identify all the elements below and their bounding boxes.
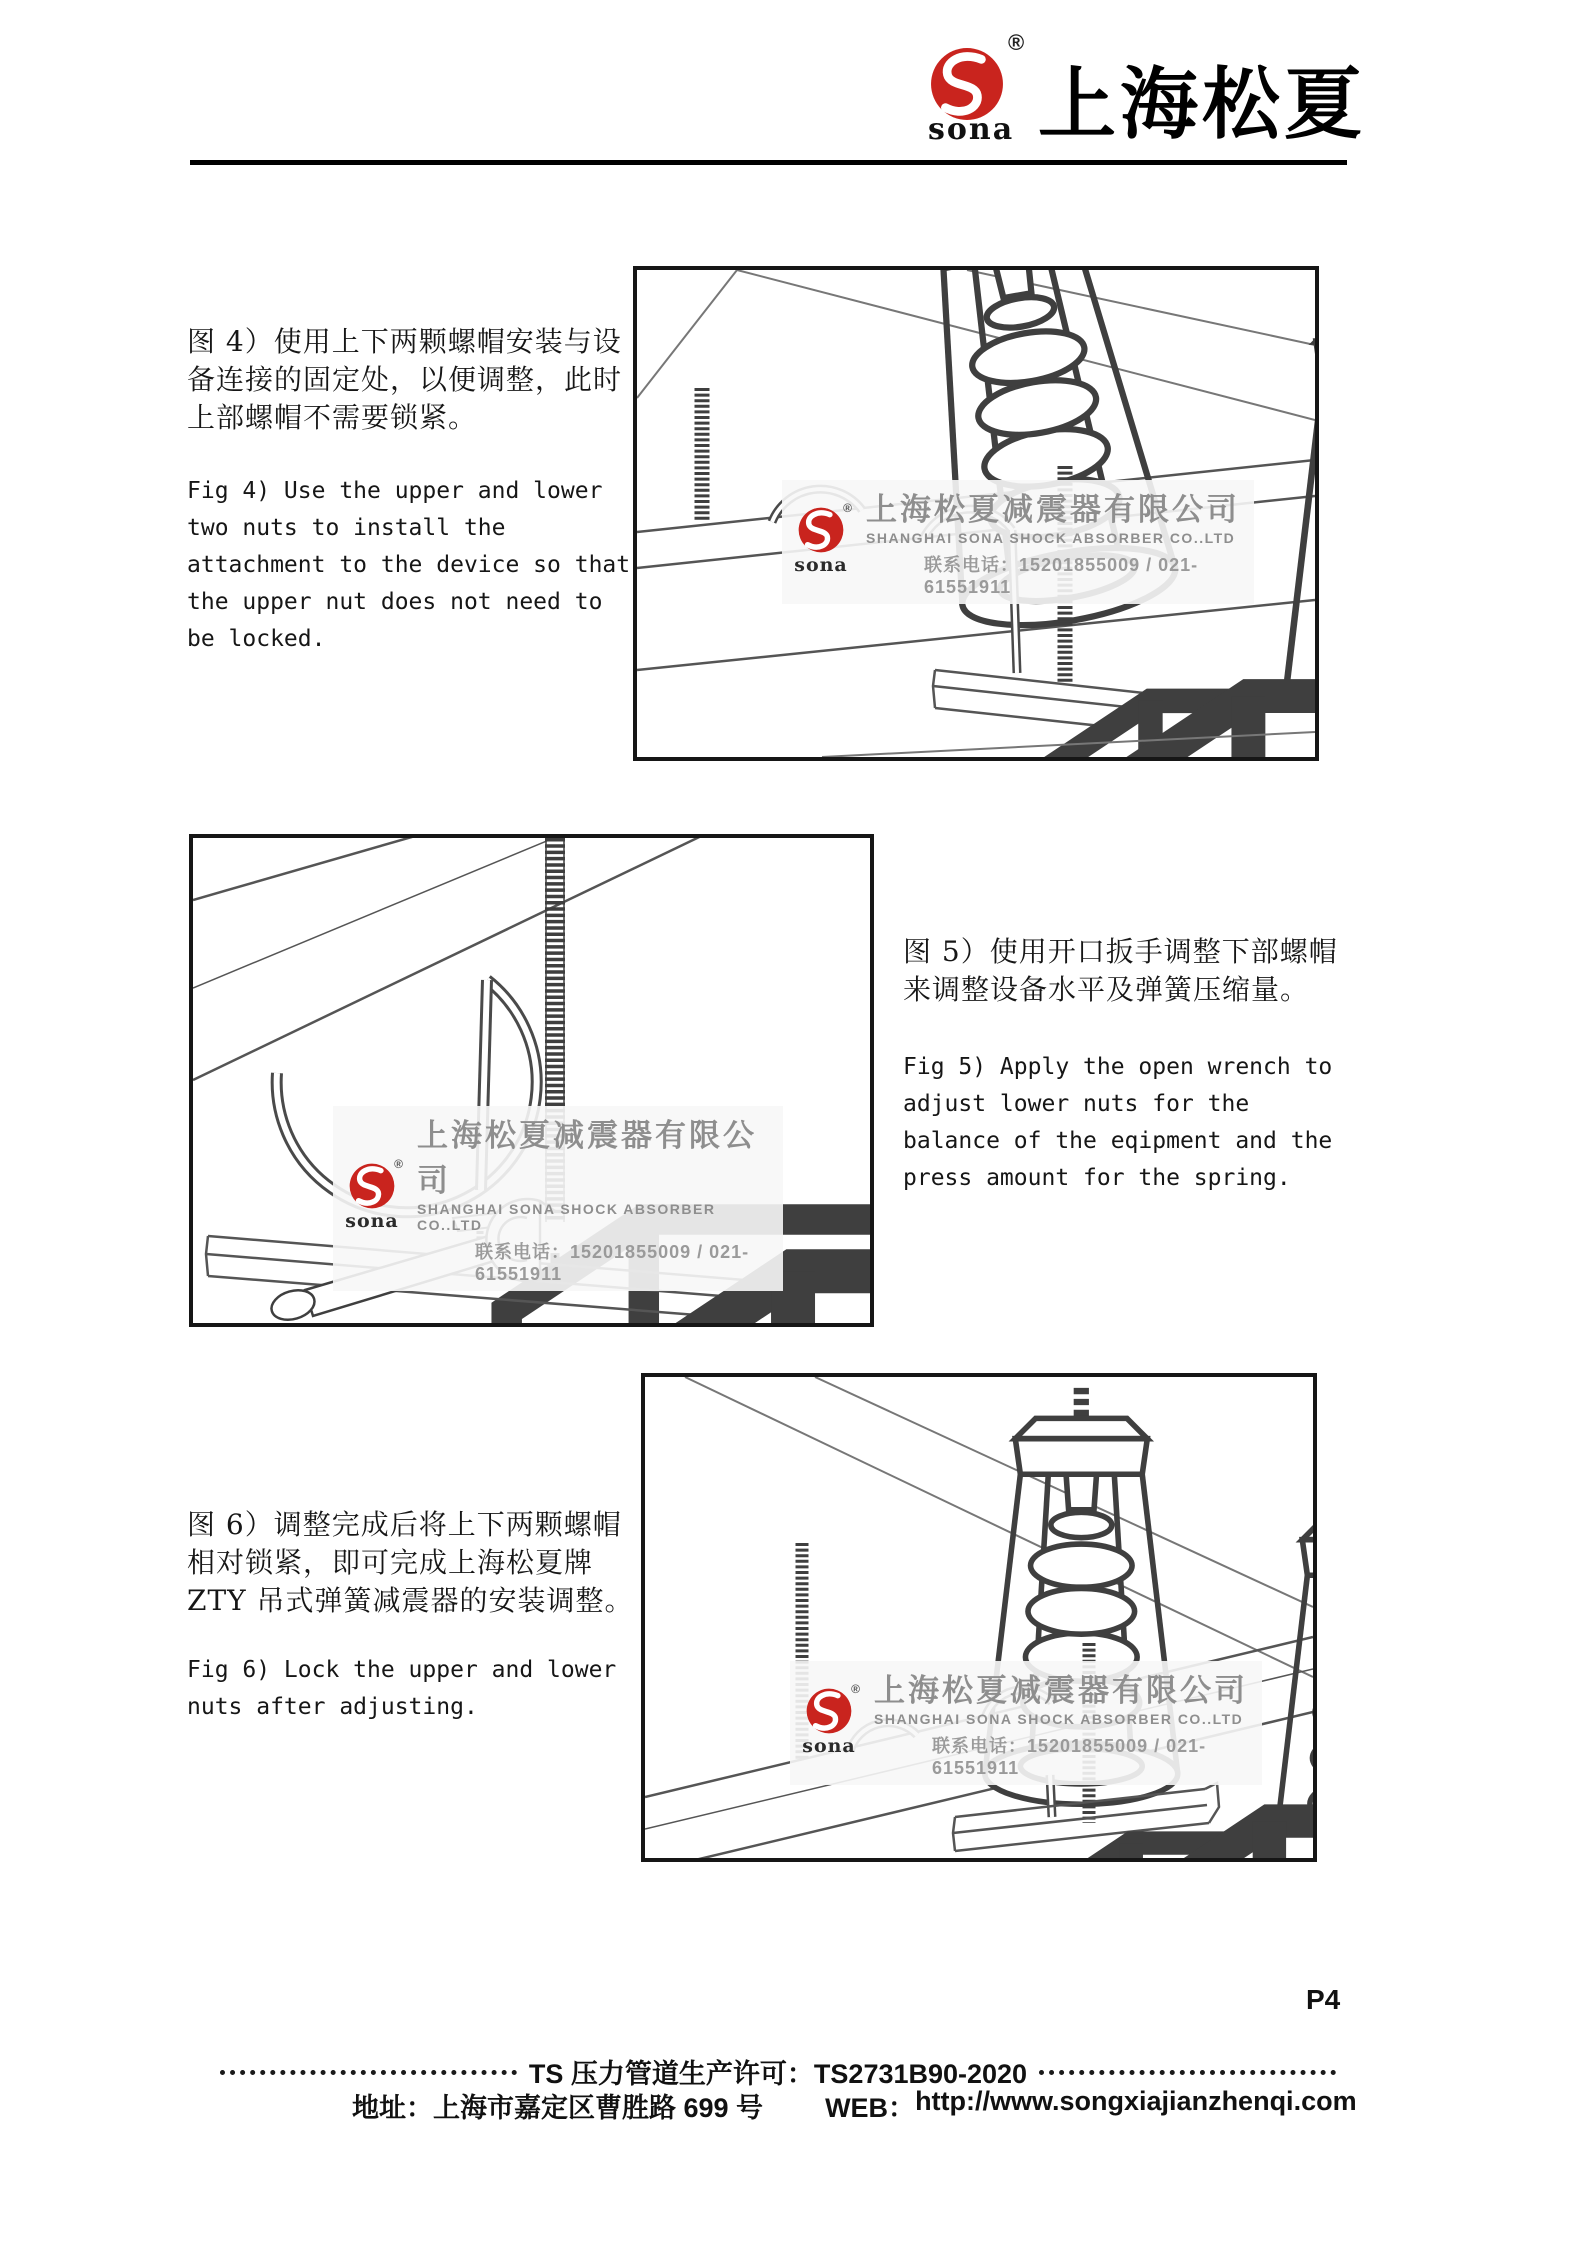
address-text: 地址：上海市嘉定区曹胜路 699 号 (352, 2093, 764, 2123)
watermark (790, 1661, 1262, 1785)
watermark (333, 1106, 783, 1291)
watermark-sona-logo-icon (800, 1681, 860, 1757)
caption-line: ZTY 吊式弹簧减震器的安装调整。 (187, 1584, 634, 1617)
registered-trademark-icon: ® (394, 1157, 403, 1171)
company-name-cn: 上海松夏 (1038, 60, 1367, 148)
caption-line: nuts after adjusting. (187, 1694, 478, 1720)
watermark-brand-word: sona (345, 1210, 399, 1232)
caption-line: the upper nut does not need to (187, 589, 603, 615)
fig5-caption-cn (903, 933, 1338, 1009)
footer-address-row (352, 2086, 1357, 2125)
caption-line: 上部螺帽不需要锁紧。 (187, 401, 478, 434)
watermark-sona-logo-icon (343, 1157, 403, 1232)
caption-line: Fig 4) Use the upper and lower (187, 478, 603, 504)
caption-line: Fig 6) Lock the upper and lower (187, 1657, 617, 1683)
watermark-company-cn: 上海松夏减震器有限公司 (866, 492, 1240, 527)
watermark-company-en: SHANGHAI SONA SHOCK ABSORBER CO..LTD (417, 1201, 716, 1233)
brand-word: sona (928, 112, 1015, 147)
fig6-caption-cn (187, 1506, 634, 1620)
watermark-sona-logo-icon (792, 500, 852, 576)
caption-line: Fig 5) Apply the open wrench to (903, 1054, 1333, 1080)
caption-line: 来调整设备水平及弹簧压缩量。 (903, 973, 1310, 1006)
page-number: P4 (1306, 1984, 1341, 2015)
caption-line: 图 5）使用开口扳手调整下部螺帽 (903, 935, 1338, 968)
caption-line: 图 6）调整完成后将上下两颗螺帽 (187, 1508, 622, 1541)
watermark-company-cn: 上海松夏减震器有限公司 (874, 1673, 1248, 1708)
caption-line: balance of the eqipment and the (903, 1128, 1333, 1154)
caption-line: 图 4）使用上下两颗螺帽安装与设 (187, 325, 622, 358)
watermark-brand-word: sona (794, 553, 848, 576)
watermark-phone: 联系电话：15201855009 / 021-61551911 (924, 555, 1199, 597)
figure-fig5 (189, 834, 874, 1327)
watermark-company-cn: 上海松夏减震器有限公司 (417, 1118, 757, 1198)
fig6-caption-en (187, 1652, 616, 1726)
dotted-divider (1039, 2070, 1336, 2075)
fig5-caption-en (903, 1049, 1332, 1197)
header-divider (190, 160, 1347, 165)
watermark-brand-word: sona (802, 1734, 856, 1757)
registered-trademark-icon: ® (1008, 30, 1025, 55)
watermark-company-en: SHANGHAI SONA SHOCK ABSORBER CO..LTD (874, 1711, 1244, 1727)
license-text: TS 压力管道生产许可：TS2731B90-2020 (528, 2059, 1028, 2089)
registered-trademark-icon: ® (843, 500, 852, 515)
watermark (782, 480, 1254, 604)
caption-line: 相对锁紧，即可完成上海松夏牌 (187, 1546, 594, 1579)
dotted-divider (220, 2070, 517, 2075)
caption-line: press amount for the spring. (903, 1165, 1291, 1191)
figure-fig6 (641, 1373, 1317, 1862)
fig4-caption-cn (187, 323, 622, 437)
caption-line: 备连接的固定处，以便调整，此时 (187, 363, 623, 396)
caption-line: attachment to the device so that (187, 552, 631, 578)
web-url: http://www.songxiajianzhenqi.com (915, 2086, 1357, 2116)
caption-line: adjust lower nuts for the (903, 1091, 1250, 1117)
caption-line: two nuts to install the (187, 515, 506, 541)
watermark-company-en: SHANGHAI SONA SHOCK ABSORBER CO..LTD (866, 530, 1236, 546)
web-label: WEB： (825, 2093, 916, 2123)
caption-line: be locked. (187, 626, 326, 652)
figure-fig4 (633, 266, 1319, 761)
registered-trademark-icon: ® (851, 1681, 860, 1696)
watermark-phone: 联系电话：15201855009 / 021-61551911 (932, 1736, 1207, 1778)
watermark-phone: 联系电话：15201855009 / 021-61551911 (475, 1242, 750, 1284)
fig4-caption-en (187, 473, 630, 658)
fig6-illustration (645, 1377, 1313, 1858)
